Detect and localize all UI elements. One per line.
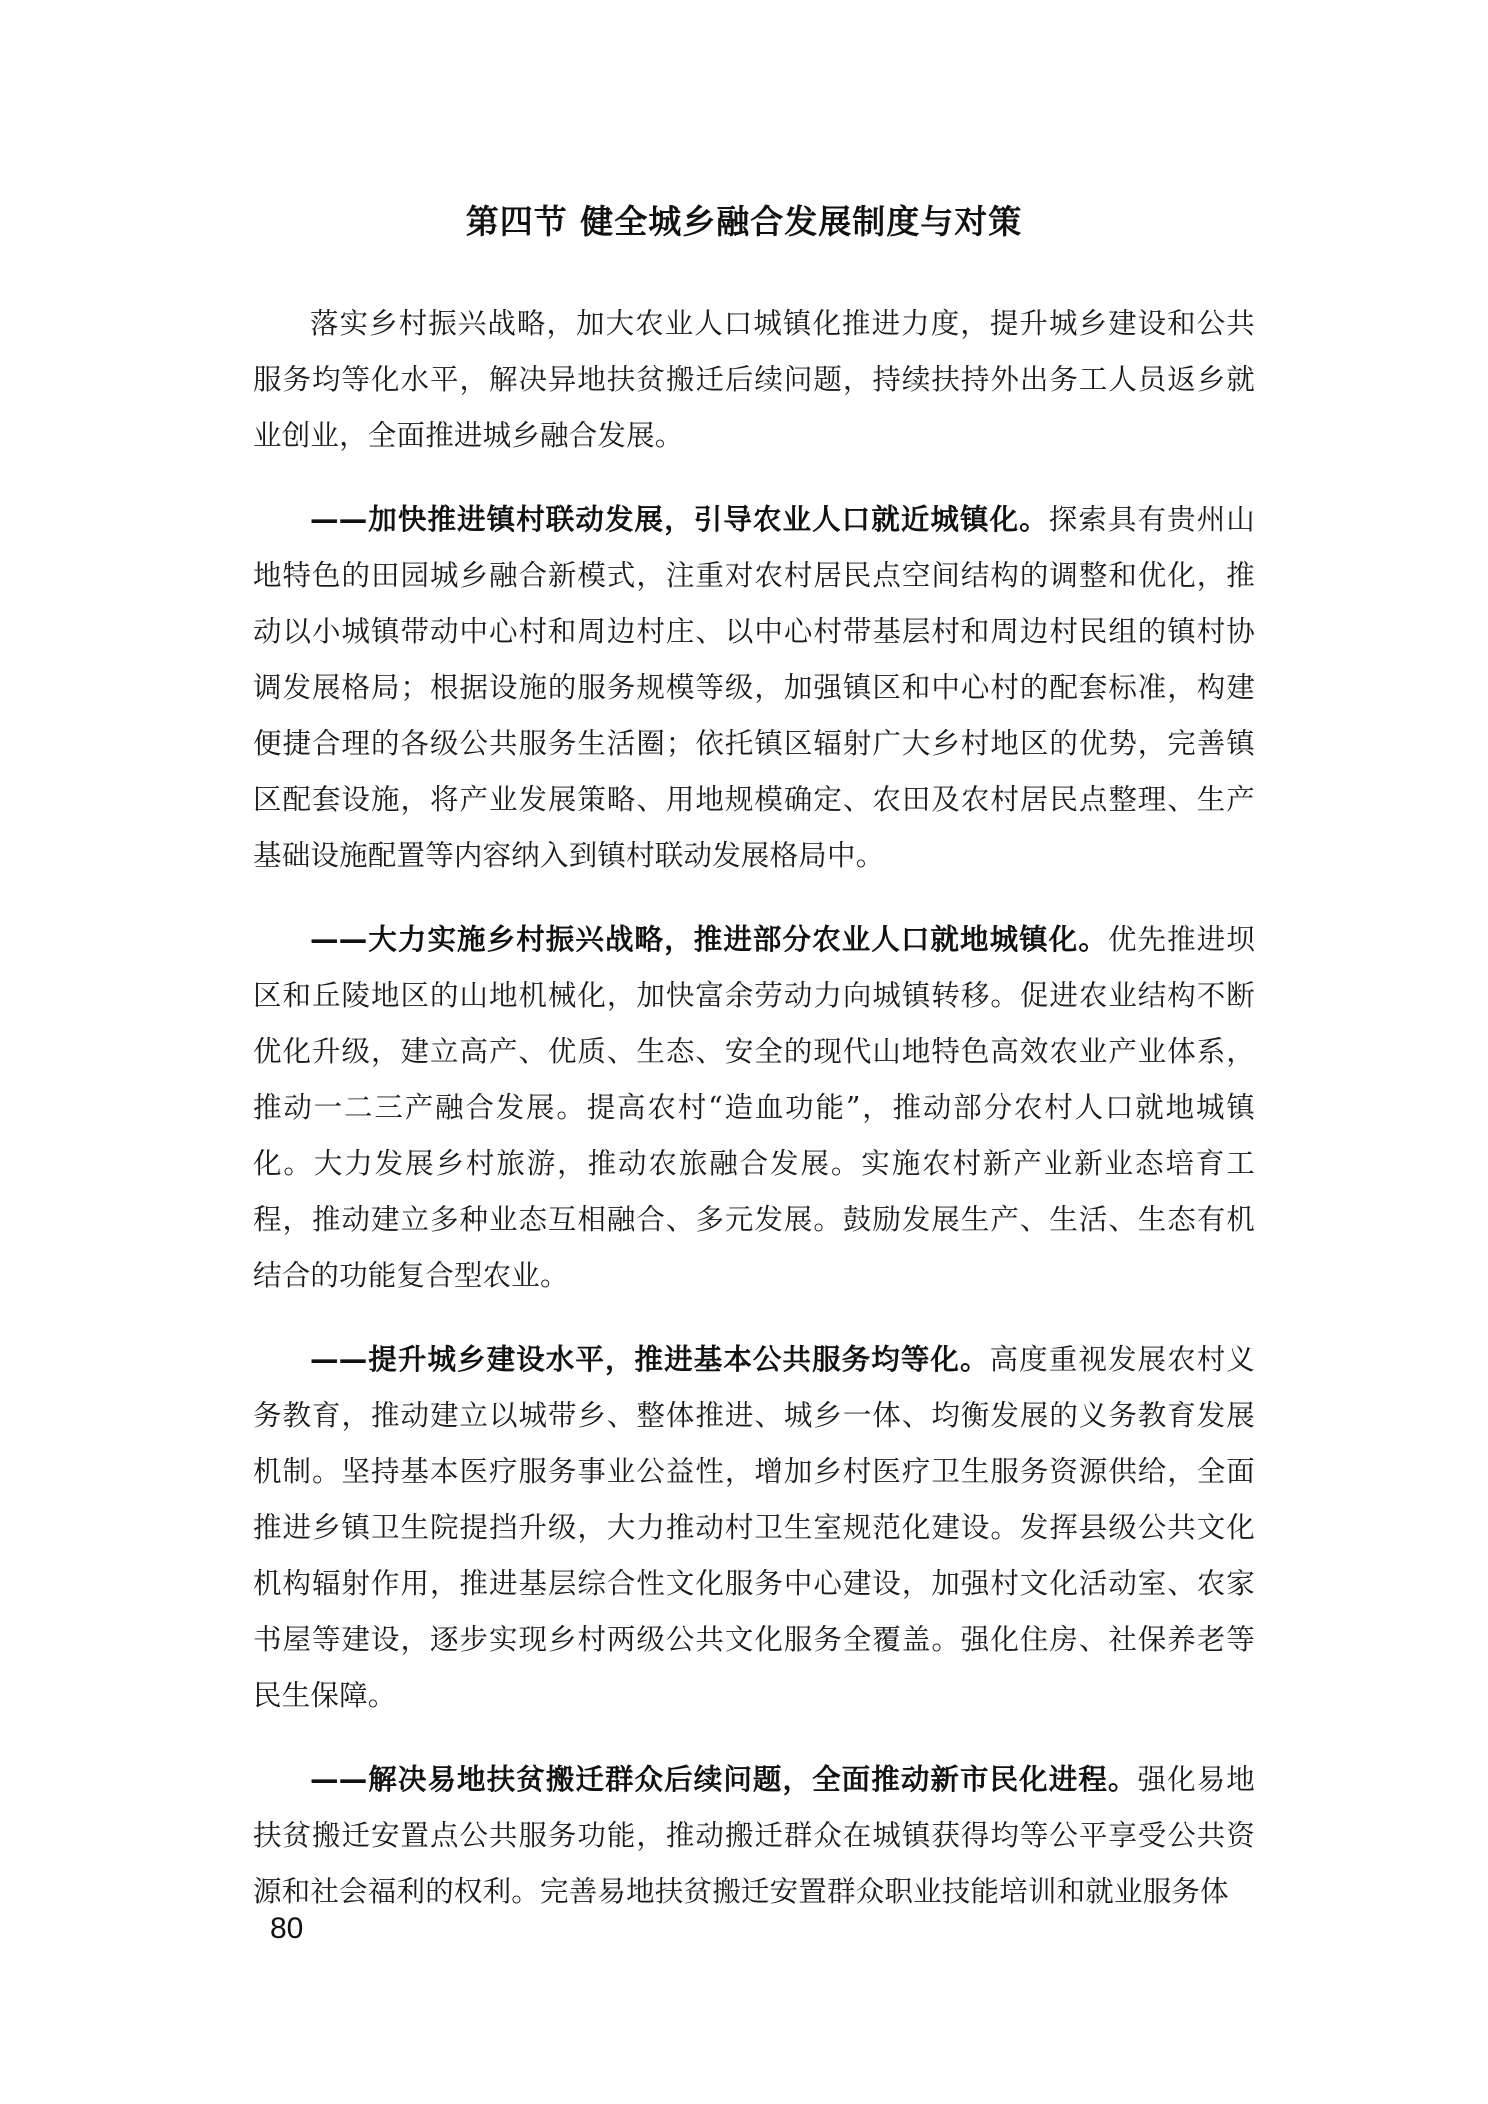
paragraph-lead: ——提升城乡建设水平，推进基本公共服务均等化。 <box>310 1343 990 1376</box>
paragraph-public-services <box>253 1332 1255 1724</box>
paragraph-lead: ——加快推进镇村联动发展，引导农业人口就近城镇化。 <box>310 503 1049 536</box>
paragraph-lead: ——大力实施乡村振兴战略，推进部分农业人口就地城镇化。 <box>310 923 1108 956</box>
paragraph-rural-revitalization <box>253 912 1255 1304</box>
paragraph-lead: ——解决易地扶贫搬迁群众后续问题，全面推动新市民化进程。 <box>310 1763 1138 1796</box>
paragraph-relocation <box>253 1752 1255 1920</box>
body-text <box>253 296 1255 1948</box>
paragraph-text: 强化易地扶贫搬迁安置点公共服务功能，推动搬迁群众在城镇获得均等公平享受公共资源和社会福利的权利。完善易地扶贫搬迁安置群众职业技能培训和就业服务体 <box>253 1763 1255 1908</box>
paragraph-text: 高度重视发展农村义务教育，推动建立以城带乡、整体推进、城乡一体、均衡发展的义务教育发展机制。坚持基本医疗服务事业公益性，增加乡村医疗卫生服务资源供给，全面推进乡镇卫生院提挡升级，大力推动村卫生室规范化建设。发挥县级公共文化机构辐射作用，推进基层综合性文化服务中心建设，加强村文化活动室、农家书屋等建设，逐步实现乡村两级公共文化服务全覆盖。强化住房、社保养老等民生保障。 <box>253 1343 1255 1712</box>
page-number: 80 <box>270 1912 304 1945</box>
section-title: 第四节 健全城乡融合发展制度与对策 <box>465 202 1023 241</box>
paragraph-text: 探索具有贵州山地特色的田园城乡融合新模式，注重对农村居民点空间结构的调整和优化，推动以小城镇带动中心村和周边村庄、以中心村带基层村和周边村民组的镇村协调发展格局；根据设施的服务规模等级，加强镇区和中心村的配套标准，构建便捷合理的各级公共服务生活圈；依托镇区辐射广大乡村地区的优势，完善镇区配套设施，将产业发展策略、用地规模确定、农田及农村居民点整理、生产基础设施配置等内容纳入到镇村联动发展格局中。 <box>253 503 1255 872</box>
paragraph-intro <box>253 296 1255 464</box>
paragraph-text: 优先推进坝区和丘陵地区的山地机械化，加快富余劳动力向城镇转移。促进农业结构不断优化升级，建立高产、优质、生态、安全的现代山地特色高效农业产业体系，推动一二三产融合发展。提高农村“造血功能”，推动部分农村人口就地城镇化。大力发展乡村旅游，推动农旅融合发展。实施农村新产业新业态培育工程，推动建立多种业态互相融合、多元发展。鼓励发展生产、生活、生态有机结合的功能复合型农业。 <box>253 923 1255 1292</box>
paragraph-town-village-linkage <box>253 492 1255 884</box>
paragraph-text: 落实乡村振兴战略，加大农业人口城镇化推进力度，提升城乡建设和公共服务均等化水平，解决异地扶贫搬迁后续问题，持续扶持外出务工人员返乡就业创业，全面推进城乡融合发展。 <box>253 307 1255 452</box>
